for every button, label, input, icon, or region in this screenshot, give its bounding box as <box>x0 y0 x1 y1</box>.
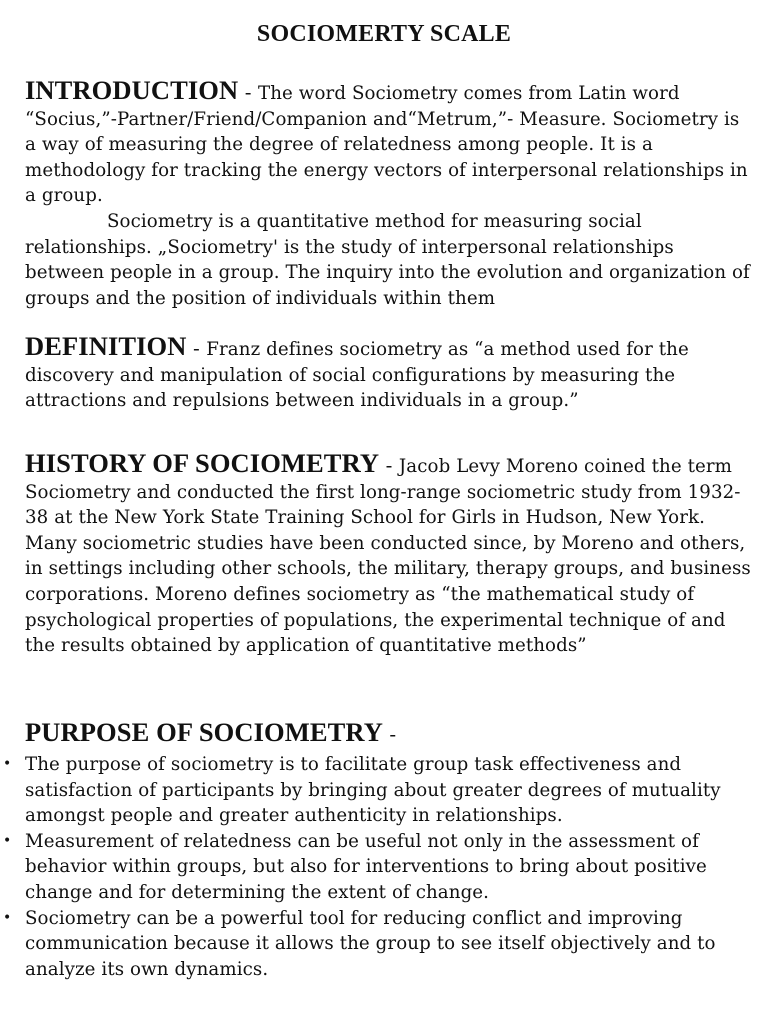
bullet-text: The purpose of sociometry is to facilitate group task effectiveness and satisfaction of participants by bringing about greater degrees of mutuality amongst people and greater authenticity in relationships. <box>25 754 721 827</box>
bullet-icon: • <box>3 832 12 849</box>
introduction-paragraph-2: Sociometry is a quantitative method for measuring social relationships. „Sociometry' is the study of interpersonal relationships between people in a group. The inquiry into the evolution and organization of groups and the position of individuals within them <box>25 210 750 309</box>
bullet-text: Sociometry can be a powerful tool for reducing conflict and improving communication because it allows the group to see itself objectively and to analyze its own dynamics. <box>25 907 716 980</box>
history-text: Jacob Levy Moreno coined the term Sociometry and conducted the first long-range sociometric study from 1932-38 at the New York State Training School for Girls in Hudson, New York. Many sociometric studies have been conducted since, by Moreno and others, in settings including other schools, the military, therapy groups, and business corporations. Moreno defines sociometry as “the mathematical study of psychological properties of populations, the experimental technique of and the results obtained by application of quantitative methods” <box>25 456 751 657</box>
history-section <box>25 448 751 659</box>
purpose-bullet-list <box>0 752 751 982</box>
list-item <box>0 829 751 906</box>
definition-dash: - <box>186 336 207 360</box>
bullet-icon: • <box>3 909 12 926</box>
history-dash: - <box>379 453 399 477</box>
introduction-paragraph-1: The word Sociometry comes from Latin word “Socius,”-Partner/Friend/Companion and“Metrum,”- Measure. Sociometry is a way of measuring the degree of relatedness among people. It is a methodology for tracking the energy vectors of interpersonal relationships in a group. <box>25 83 748 207</box>
introduction-dash: - <box>238 80 259 104</box>
purpose-section <box>25 717 751 749</box>
definition-text: Franz defines sociometry as “a method used for the discovery and manipulation of social configurations by measuring the attractions and repulsions between individuals in a group.” <box>25 339 689 412</box>
purpose-dash: - <box>382 722 397 746</box>
definition-heading: DEFINITION <box>25 331 187 361</box>
definition-section <box>25 331 751 414</box>
bullet-text: Measurement of relatedness can be useful not only in the assessment of behavior within groups, but also for interventions to bring about positive change and for determining the extent of change. <box>25 830 707 903</box>
introduction-heading: INTRODUCTION <box>25 75 239 105</box>
list-item <box>0 752 751 829</box>
page-title: SOCIOMERTY SCALE <box>256 21 512 47</box>
purpose-heading: PURPOSE OF SOCIOMETRY <box>25 717 383 747</box>
list-item <box>0 906 751 983</box>
history-heading: HISTORY OF SOCIOMETRY <box>25 448 380 478</box>
introduction-section <box>25 75 751 311</box>
bullet-icon: • <box>3 756 12 772</box>
